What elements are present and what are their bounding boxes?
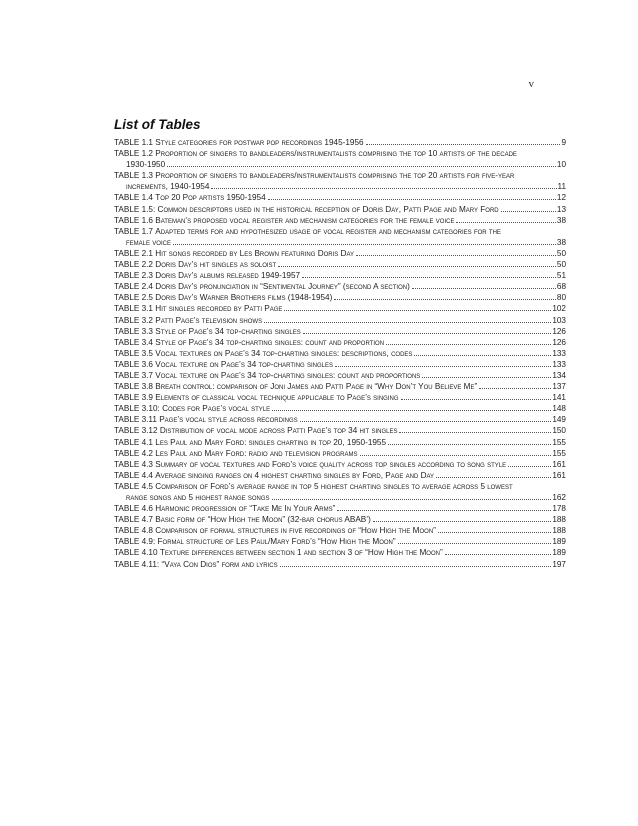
toc-entry[interactable] bbox=[114, 137, 566, 148]
page-ref: 68 bbox=[556, 282, 566, 292]
toc-entry[interactable] bbox=[114, 315, 566, 326]
toc-entry-line bbox=[114, 403, 566, 414]
toc-entry-line bbox=[114, 148, 566, 159]
toc-entry[interactable] bbox=[114, 148, 566, 170]
toc-entry[interactable] bbox=[114, 403, 566, 414]
toc-entry[interactable] bbox=[114, 437, 566, 448]
toc-entry[interactable] bbox=[114, 459, 566, 470]
table-title: Page’s vocal style across recordings bbox=[159, 415, 298, 425]
page-ref: 148 bbox=[552, 404, 566, 414]
page-ref: 150 bbox=[552, 426, 566, 436]
table-label: TABLE 3.10: bbox=[114, 404, 160, 414]
toc-entry-line bbox=[114, 281, 566, 292]
toc-entry-line bbox=[114, 215, 566, 226]
dot-leader bbox=[414, 355, 551, 356]
table-label: TABLE 4.3 bbox=[114, 459, 153, 469]
toc-entry-line bbox=[114, 481, 566, 492]
toc-entry-line bbox=[114, 348, 566, 359]
toc-entry-line bbox=[114, 292, 566, 303]
list-of-tables-heading: List of Tables bbox=[114, 117, 201, 132]
table-title: Doris Day’s hit singles as soloist bbox=[155, 260, 277, 270]
table-title: Doris Day’s Warner Brothers films (1948-1954) bbox=[155, 293, 333, 303]
toc-entry-line bbox=[114, 204, 566, 215]
table-label: TABLE 3.4 bbox=[114, 337, 153, 347]
table-label: TABLE 3.7 bbox=[114, 370, 153, 380]
page-ref: 137 bbox=[552, 382, 566, 392]
toc-entry-line bbox=[114, 559, 566, 570]
page-ref: 149 bbox=[552, 415, 566, 425]
table-title: Basic form of “How High the Moon” (32-bar chorus ABAB’) bbox=[155, 515, 371, 525]
toc-entry-line bbox=[114, 470, 566, 481]
toc-entry[interactable] bbox=[114, 359, 566, 370]
table-label: TABLE 1.4 bbox=[114, 193, 153, 203]
table-title: Comparison of Ford’s average range in top 5 highest charting singles to average across 5 lowest bbox=[155, 481, 513, 491]
toc-entry[interactable] bbox=[114, 337, 566, 348]
page-ref: 10 bbox=[556, 160, 566, 170]
toc-entry-line bbox=[114, 270, 566, 281]
table-title: Formal structure of Les Paul/Mary Ford’s “How High the Moon” bbox=[157, 537, 396, 547]
table-label: TABLE 2.2 bbox=[114, 260, 153, 270]
toc-entry[interactable] bbox=[114, 481, 566, 503]
toc-entry[interactable] bbox=[114, 170, 566, 192]
table-label: TABLE 4.6 bbox=[114, 504, 153, 514]
dot-leader bbox=[412, 288, 556, 289]
toc-entry[interactable] bbox=[114, 414, 566, 425]
page-ref: 162 bbox=[552, 493, 566, 502]
toc-entry[interactable] bbox=[114, 448, 566, 459]
dot-leader bbox=[300, 421, 552, 422]
table-label: TABLE 4.10 bbox=[114, 548, 158, 558]
dot-leader bbox=[272, 499, 552, 500]
dot-leader bbox=[264, 322, 551, 323]
table-label: TABLE 1.7 bbox=[114, 226, 153, 236]
page-ref: 13 bbox=[556, 204, 566, 214]
table-label: TABLE 4.7 bbox=[114, 515, 153, 525]
page-ref: 50 bbox=[556, 248, 566, 258]
dot-leader bbox=[373, 521, 552, 522]
dot-leader bbox=[302, 277, 556, 278]
table-title: Doris Day’s albums released 1949-1957 bbox=[155, 271, 301, 281]
toc-entry[interactable] bbox=[114, 326, 566, 337]
toc-entry-line bbox=[114, 448, 566, 459]
page-ref: 12 bbox=[556, 193, 566, 203]
page-ref: 155 bbox=[552, 437, 566, 447]
toc-entry[interactable] bbox=[114, 370, 566, 381]
toc-entry[interactable] bbox=[114, 525, 566, 536]
table-title-continued: female voice bbox=[126, 237, 171, 247]
dot-leader bbox=[278, 266, 556, 267]
table-label: TABLE 1.6 bbox=[114, 215, 153, 225]
table-title: Comparison of formal structures in five recordings of “How High the Moon” bbox=[155, 526, 436, 536]
page-ref: 161 bbox=[552, 470, 566, 480]
toc-entry-line bbox=[114, 503, 566, 514]
dot-leader bbox=[445, 554, 552, 555]
table-label: TABLE 1.2 bbox=[114, 149, 153, 159]
table-title: Hit singles recorded by Patti Page bbox=[155, 304, 283, 314]
table-label: TABLE 2.5 bbox=[114, 293, 153, 303]
dot-leader bbox=[399, 432, 551, 433]
page-number: v bbox=[528, 78, 534, 90]
dot-leader bbox=[386, 344, 551, 345]
page-ref: 11 bbox=[557, 182, 566, 192]
toc-entry[interactable] bbox=[114, 192, 566, 203]
toc-entry-line bbox=[114, 315, 566, 326]
page-ref: 50 bbox=[556, 260, 566, 270]
page-ref: 133 bbox=[552, 359, 566, 369]
table-title-continued: 1930-1950 bbox=[126, 160, 166, 170]
table-title: Top 20 Pop artists 1950-1954 bbox=[155, 193, 266, 203]
page-ref: 126 bbox=[552, 337, 566, 347]
table-title: Distribution of vocal mode across Patti Page’s top 34 hit singles bbox=[159, 426, 398, 436]
dot-leader bbox=[422, 377, 551, 378]
dot-leader bbox=[337, 510, 551, 511]
toc-entry[interactable] bbox=[114, 547, 566, 558]
page-ref: 133 bbox=[552, 348, 566, 358]
page-ref: 178 bbox=[552, 504, 566, 514]
table-label: TABLE 1.1 bbox=[114, 138, 153, 147]
toc-entry[interactable] bbox=[114, 226, 566, 248]
table-title: Vocal texture on Page’s 34 top-charting singles bbox=[155, 359, 333, 369]
dot-leader bbox=[268, 199, 556, 200]
toc-entry[interactable] bbox=[114, 215, 566, 226]
page-ref: 38 bbox=[556, 237, 566, 247]
table-title: Bateman’s proposed vocal register and mechanism categories for the female voice bbox=[155, 215, 455, 225]
table-title: Vocal texture on Page’s 34 top-charting singles: count and proportions bbox=[155, 370, 421, 380]
toc-entry[interactable] bbox=[114, 259, 566, 270]
table-label: TABLE 3.5 bbox=[114, 348, 153, 358]
table-label: TABLE 3.1 bbox=[114, 304, 153, 314]
table-label: TABLE 1.3 bbox=[114, 171, 153, 181]
toc-entry[interactable] bbox=[114, 303, 566, 314]
toc-entry-line bbox=[114, 303, 566, 314]
dot-leader bbox=[272, 410, 551, 411]
table-title: Harmonic progression of “Take Me In Your Arms” bbox=[155, 504, 336, 514]
page-ref: 9 bbox=[561, 138, 566, 147]
dot-leader bbox=[303, 333, 552, 334]
dot-leader bbox=[398, 543, 552, 544]
table-label: TABLE 2.3 bbox=[114, 271, 153, 281]
toc-entry-line bbox=[114, 425, 566, 436]
toc-entry[interactable] bbox=[114, 559, 566, 570]
table-title: Vocal textures on Page’s 34 top-charting singles: descriptions, codes bbox=[155, 348, 413, 358]
toc-entry-line bbox=[114, 525, 566, 536]
toc-entry[interactable] bbox=[114, 536, 566, 547]
page-ref: 38 bbox=[556, 215, 566, 225]
toc-entry-line bbox=[114, 192, 566, 203]
table-label: TABLE 4.8 bbox=[114, 526, 153, 536]
page-ref: 197 bbox=[552, 559, 566, 569]
page-ref: 161 bbox=[552, 459, 566, 469]
toc-entry-line bbox=[114, 536, 566, 547]
toc-entry-line bbox=[114, 259, 566, 270]
dot-leader bbox=[280, 566, 552, 567]
table-title: Style of Page’s 34 top-charting singles: count and proportion bbox=[155, 337, 385, 347]
page-ref: 141 bbox=[552, 393, 566, 403]
dot-leader bbox=[173, 244, 556, 245]
table-title: Common descriptors used in the historical reception of Doris Day, Patti Page and Mary Ford bbox=[157, 204, 499, 214]
table-title: Hit songs recorded by Les Brown featuring Doris Day bbox=[155, 248, 355, 258]
table-title: “Vaya Con Dios” form and lyrics bbox=[161, 559, 278, 569]
toc-entry-line bbox=[114, 237, 566, 248]
dot-leader bbox=[211, 188, 556, 189]
table-title: Proportion of singers to bandleaders/instrumentalists comprising the top 10 artists of the decade bbox=[155, 149, 517, 159]
toc-entry[interactable] bbox=[114, 248, 566, 259]
table-title: Average singing ranges on 4 highest charting singles by Ford, Page and Day bbox=[155, 470, 435, 480]
table-label: TABLE 3.6 bbox=[114, 359, 153, 369]
table-label: TABLE 4.4 bbox=[114, 470, 153, 480]
table-label: TABLE 1.5: bbox=[114, 204, 156, 214]
table-list bbox=[114, 137, 566, 570]
toc-entry-line bbox=[114, 326, 566, 337]
toc-entry-line bbox=[114, 414, 566, 425]
table-label: TABLE 2.1 bbox=[114, 248, 153, 258]
toc-entry-line bbox=[114, 248, 566, 259]
table-label: TABLE 4.11: bbox=[114, 559, 160, 569]
toc-entry-line bbox=[114, 547, 566, 558]
dot-leader bbox=[167, 166, 556, 167]
toc-entry[interactable] bbox=[114, 425, 566, 436]
page-ref: 103 bbox=[552, 315, 566, 325]
table-title: Style of Page’s 34 top-charting singles bbox=[155, 326, 301, 336]
toc-entry[interactable] bbox=[114, 292, 566, 303]
page-ref: 102 bbox=[552, 304, 566, 314]
toc-entry-line bbox=[114, 459, 566, 470]
toc-entry-line bbox=[114, 181, 566, 192]
dot-leader bbox=[334, 299, 556, 300]
dot-leader bbox=[335, 366, 551, 367]
dot-leader bbox=[479, 388, 551, 389]
table-title: Doris Day’s pronunciation in “Sentimental Journey” (second A section) bbox=[155, 282, 410, 292]
dot-leader bbox=[366, 144, 561, 145]
toc-entry-line bbox=[114, 170, 566, 181]
toc-entry-line bbox=[114, 492, 566, 503]
toc-entry[interactable] bbox=[114, 470, 566, 481]
dot-leader bbox=[356, 255, 556, 256]
toc-entry-line bbox=[114, 226, 566, 237]
table-title: Codes for Page’s vocal style bbox=[162, 404, 271, 414]
page-ref: 188 bbox=[552, 515, 566, 525]
table-label: TABLE 3.8 bbox=[114, 382, 153, 392]
table-title: Summary of vocal textures and Ford’s voice quality across top singles according to song style bbox=[155, 459, 507, 469]
page-ref: 155 bbox=[552, 448, 566, 458]
dot-leader bbox=[401, 399, 552, 400]
table-label: TABLE 4.2 bbox=[114, 448, 153, 458]
page-ref: 188 bbox=[552, 526, 566, 536]
toc-entry-line bbox=[114, 137, 566, 148]
table-title: Texture differences between section 1 and section 3 of “How High the Moon” bbox=[159, 548, 443, 558]
toc-entry-line bbox=[114, 337, 566, 348]
dot-leader bbox=[360, 455, 552, 456]
toc-entry[interactable] bbox=[114, 204, 566, 215]
toc-entry-line bbox=[114, 159, 566, 170]
toc-entry[interactable] bbox=[114, 348, 566, 359]
table-label: TABLE 2.4 bbox=[114, 282, 153, 292]
toc-entry-line bbox=[114, 437, 566, 448]
table-title-continued: increments, 1940-1954 bbox=[126, 182, 210, 192]
page-ref: 126 bbox=[552, 326, 566, 336]
table-title: Breath control: comparison of Joni James and Patti Page in “Why Don’t You Believe Me” bbox=[155, 382, 478, 392]
table-label: TABLE 3.12 bbox=[114, 426, 158, 436]
toc-entry-line bbox=[114, 392, 566, 403]
dot-leader bbox=[508, 466, 551, 467]
table-label: TABLE 3.2 bbox=[114, 315, 153, 325]
page-ref: 134 bbox=[552, 370, 566, 380]
table-label: TABLE 3.11 bbox=[114, 415, 157, 425]
table-title: Les Paul and Mary Ford: radio and television programs bbox=[155, 448, 358, 458]
toc-entry-line bbox=[114, 370, 566, 381]
table-label: TABLE 3.9 bbox=[114, 393, 153, 403]
dot-leader bbox=[456, 222, 555, 223]
toc-entry[interactable] bbox=[114, 270, 566, 281]
toc-entry-line bbox=[114, 381, 566, 392]
page-ref: 189 bbox=[552, 537, 566, 547]
dot-leader bbox=[438, 532, 551, 533]
table-label: TABLE 3.3 bbox=[114, 326, 153, 336]
dot-leader bbox=[284, 310, 551, 311]
table-label: TABLE 4.5 bbox=[114, 481, 153, 491]
dot-leader bbox=[501, 211, 556, 212]
table-title: Patti Page’s television shows bbox=[155, 315, 263, 325]
toc-entry-line bbox=[114, 359, 566, 370]
toc-entry[interactable] bbox=[114, 281, 566, 292]
table-title: Proportion of singers to bandleaders/instrumentalists comprising the top 20 artists for five-year bbox=[155, 171, 515, 181]
toc-entry[interactable] bbox=[114, 392, 566, 403]
toc-entry-line bbox=[114, 514, 566, 525]
dot-leader bbox=[436, 477, 551, 478]
table-title: Adapted terms for and hypothesized usage of vocal register and mechanism categories for the bbox=[155, 226, 501, 236]
table-title: Style categories for postwar pop recordings 1945-1956 bbox=[155, 138, 364, 147]
table-title: Elements of classical vocal technique applicable to Page’s singing bbox=[155, 393, 399, 403]
dot-leader bbox=[388, 444, 551, 445]
page-ref: 80 bbox=[556, 293, 566, 303]
toc-entry[interactable] bbox=[114, 514, 566, 525]
toc-entry[interactable] bbox=[114, 381, 566, 392]
page-ref: 189 bbox=[552, 548, 566, 558]
table-title: Les Paul and Mary Ford: singles charting in top 20, 1950-1955 bbox=[155, 437, 387, 447]
page-ref: 51 bbox=[556, 271, 566, 281]
table-title-continued: range songs and 5 highest range songs bbox=[126, 493, 270, 502]
toc-entry[interactable] bbox=[114, 503, 566, 514]
table-label: TABLE 4.1 bbox=[114, 437, 153, 447]
table-label: TABLE 4.9: bbox=[114, 537, 156, 547]
